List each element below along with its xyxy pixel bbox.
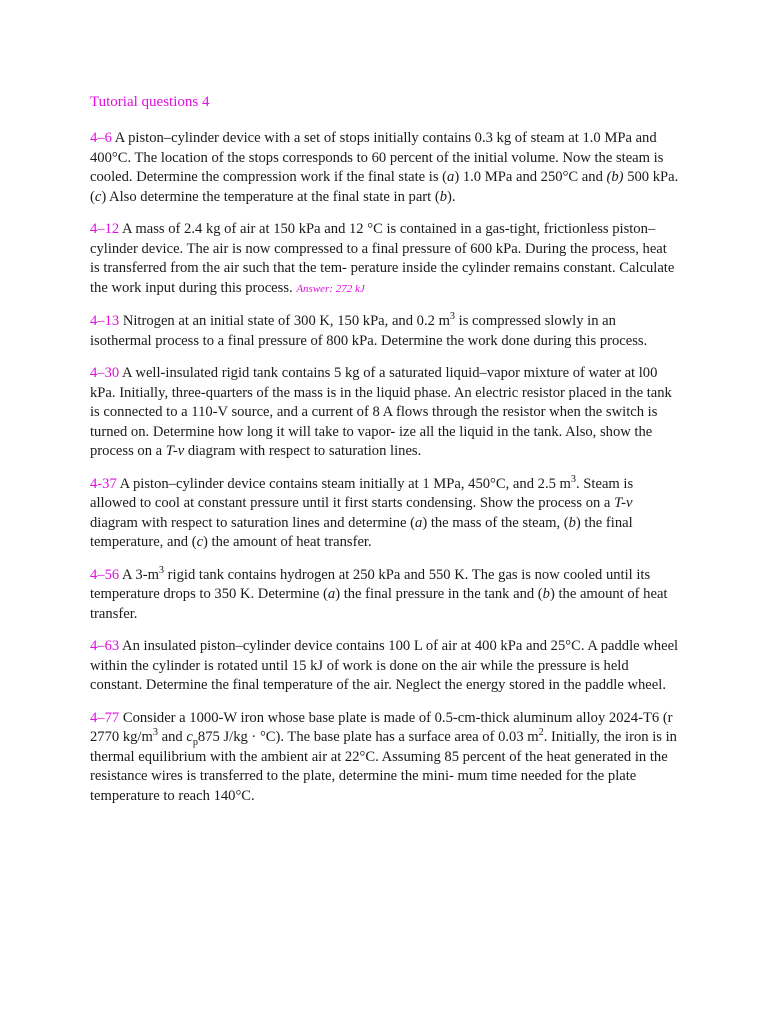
problem-text: is compressed slowly in an isothermal process to a final pressure of 800 kPa. Determine the work done during this process.	[90, 313, 648, 349]
problem-4-30	[90, 364, 680, 462]
part-label: b	[439, 188, 448, 205]
subscript: p	[192, 736, 198, 748]
problem-text: diagram with respect to saturation lines and determine (	[90, 514, 416, 531]
problem-text: 875 J/kg · °C). The base plate has a surface area of 0.03 m	[197, 729, 539, 745]
problem-text: ) the amount of heat transfer.	[90, 586, 668, 622]
problem-4-56	[90, 566, 680, 625]
superscript: 3	[570, 473, 576, 485]
problem-text: . Initially, the iron is in thermal equilibrium with the ambient air at 22°C. Assuming 85 percent of the heat generated in the resistance wires is transferred to the plate, determine the mini- mum time needed for the plate temperature to reach 140°C.	[90, 729, 677, 804]
problem-4-37	[90, 475, 680, 553]
problem-number: 4-37	[90, 475, 117, 492]
problem-4-77	[90, 709, 680, 807]
italic-symbol: c	[186, 729, 193, 745]
problem-text: A piston–cylinder device contains steam initially at 1 MPa, 450°C, and 2.5 m	[116, 475, 571, 492]
problem-number: 4–12	[90, 221, 120, 237]
problem-number: 4–63	[90, 638, 120, 654]
problem-text: 500 kPa. (	[90, 169, 679, 205]
problem-4-6	[90, 129, 680, 207]
problem-text: ).	[447, 188, 456, 205]
problem-number: 4–77	[90, 709, 120, 726]
problem-text: . Steam is allowed to cool at constant pressure until it first starts condensing. Show the process on a	[90, 475, 634, 511]
problem-text: ) the mass of the steam, (	[422, 514, 569, 531]
part-label: c	[94, 188, 102, 205]
problem-text: A well-insulated rigid tank contains 5 kg of a saturated liquid–vapor mixture of water at l00 kPa. Initially, three-quarters of the mass is in the liquid phase. An electric resistor placed in the tank is connected to a 110-V source, and a current of 8 A flows through the resistor when the switch is turned on. Determine how long it will take to vapor- ize all the liquid in the tank. Also, show the process on a	[90, 365, 672, 459]
part-label: a	[327, 586, 336, 602]
problem-text: Consider a 1000-W iron whose base plate is made of 0.5-cm-thick aluminum alloy 2024-T6 (r 2770 kg/m	[90, 709, 673, 745]
problem-text: ) the final pressure in the tank and (	[335, 586, 543, 602]
problem-text: A 3-m	[119, 566, 159, 583]
document-page	[90, 92, 680, 819]
problem-text: ) Also determine the temperature at the final state in part (	[101, 188, 440, 205]
italic-term: T-v	[165, 443, 185, 459]
problem-text: ) the amount of heat transfer.	[203, 534, 372, 550]
superscript: 3	[158, 564, 165, 576]
problem-text: rigid tank contains hydrogen at 250 kPa and 550 K. The gas is now cooled until its temperature drops to 350 K. Determine (	[90, 566, 651, 602]
answer-text: Answer: 272 kJ	[296, 282, 365, 295]
problem-4-13	[90, 312, 680, 351]
problem-text: diagram with respect to saturation lines.	[184, 443, 422, 459]
problem-text: Nitrogen at an initial state of 300 K, 150 kPa, and 0.2 m	[119, 313, 450, 329]
italic-term: T-v	[614, 495, 633, 511]
problem-4-63	[90, 637, 680, 696]
problem-text: An insulated piston–cylinder device contains 100 L of air at 400 kPa and 25°C. A paddle wheel within the cylinder is rotated until 15 kJ of work is done on the air while the pressure is held constant. Determine the final temperature of the air. Neglect the energy stored in the paddle wheel.	[90, 638, 679, 693]
superscript: 2	[538, 727, 544, 739]
part-label: (b)	[606, 169, 624, 185]
superscript: 3	[449, 311, 456, 323]
part-label: b	[542, 586, 550, 602]
part-label: a	[447, 169, 455, 185]
document-title: Tutorial questions 4	[90, 94, 210, 110]
problem-text: A piston–cylinder device with a set of stops initially contains 0.3 kg of steam at 1.0 MPa and 400°C. The location of the stops corresponds to 60 percent of the initial volume. Now the steam is cooled. Determine the compression work if the final state is (	[90, 130, 664, 185]
problem-text: A mass of 2.4 kg of air at 150 kPa and 12 °C is contained in a gas-tight, frictionless piston–cylinder device. The air is now compressed to a final pressure of 600 kPa. During the process, heat is transferred from the air such that the tem- perature inside the cylinder remains constant. Calculate the work input during this process.	[90, 221, 675, 296]
part-label: b	[568, 514, 576, 531]
part-label: a	[415, 514, 423, 531]
superscript: 3	[152, 727, 158, 739]
problem-text: ) 1.0 MPa and 250°C and	[454, 169, 607, 185]
problem-4-12	[90, 220, 680, 299]
problem-number: 4–13	[90, 313, 120, 329]
problem-text: and	[157, 729, 187, 745]
part-label: c	[196, 534, 204, 550]
problem-number: 4–56	[90, 566, 120, 583]
problem-number: 4–30	[90, 365, 120, 381]
problem-text: ) the final temperature, and (	[90, 514, 633, 550]
problem-number: 4–6	[90, 130, 112, 146]
